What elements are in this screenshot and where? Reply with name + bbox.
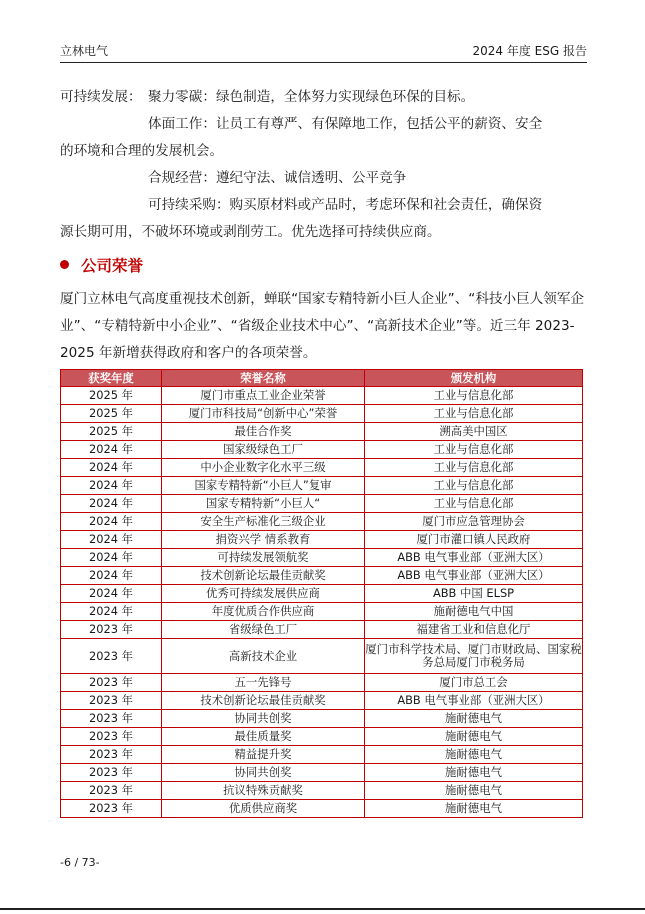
honor-cell: 国家级绿色工厂 — [162, 441, 365, 459]
honor-cell: 中小企业数字化水平三级 — [162, 459, 365, 477]
column-header-honor: 荣誉名称 — [162, 370, 365, 387]
issuer-cell: ABB 中国 ELSP — [365, 585, 583, 603]
issuer-cell: 施耐德电气 — [365, 710, 583, 728]
honor-cell: 协同共创奖 — [162, 764, 365, 782]
section-heading — [60, 254, 143, 276]
page-header — [60, 40, 587, 63]
honor-cell: 技术创新论坛最佳贡献奖 — [162, 567, 365, 585]
year-cell: 2024 年 — [61, 513, 162, 531]
honor-cell: 五一先锋号 — [162, 674, 365, 692]
issuer-cell: 工业与信息化部 — [365, 459, 583, 477]
table-row — [61, 585, 583, 603]
honor-cell: 厦门市科技局“创新中心”荣誉 — [162, 405, 365, 423]
year-cell: 2023 年 — [61, 800, 162, 818]
table-row — [61, 728, 583, 746]
honor-cell: 年度优质合作供应商 — [162, 603, 365, 621]
year-cell: 2023 年 — [61, 764, 162, 782]
table-row — [61, 549, 583, 567]
issuer-cell: 施耐德电气 — [365, 746, 583, 764]
page-number: -6 / 73- — [60, 856, 100, 869]
intro-paragraph: 厦门立林电气高度重视技术创新，蝉联“国家专精特新小巨人企业”、“科技小巨人领军企业”、“专精特新中小企业”、“省级企业技术中心”、“高新技术企业”等。近三年 2023-2025 年新增获得政府和客户的各项荣誉。 — [60, 291, 585, 361]
table-row — [61, 441, 583, 459]
table-row — [61, 639, 583, 674]
issuer-cell: 工业与信息化部 — [365, 477, 583, 495]
honor-cell: 最佳质量奖 — [162, 728, 365, 746]
issuer-cell: 施耐德电气 — [365, 728, 583, 746]
sustainability-text: 聚力零碳：绿色制造，全体努力实现绿色环保的目标。 — [148, 89, 475, 105]
year-cell: 2024 年 — [61, 495, 162, 513]
honors-table — [60, 369, 583, 818]
issuer-cell: ABB 电气事业部（亚洲大区） — [365, 692, 583, 710]
table-row — [61, 782, 583, 800]
table-header-row — [61, 370, 583, 387]
honor-cell: 最佳合作奖 — [162, 423, 365, 441]
table-row — [61, 621, 583, 639]
table-row — [61, 405, 583, 423]
table-row — [61, 459, 583, 477]
honor-cell: 优质供应商奖 — [162, 800, 365, 818]
table-row — [61, 710, 583, 728]
honor-cell: 技术创新论坛最佳贡献奖 — [162, 692, 365, 710]
sustainability-continuation — [60, 219, 590, 246]
table-row — [61, 495, 583, 513]
sustainability-label: 可持续发展： — [60, 89, 142, 105]
sustainability-block — [60, 84, 590, 246]
year-cell: 2023 年 — [61, 728, 162, 746]
sustainability-item — [60, 192, 590, 219]
sustainability-item — [60, 111, 590, 138]
issuer-cell: 工业与信息化部 — [365, 405, 583, 423]
table-row — [61, 692, 583, 710]
honor-cell: 优秀可持续发展供应商 — [162, 585, 365, 603]
sustainability-text: 合规经营：遵纪守法、诚信透明、公平竞争 — [148, 170, 407, 186]
honor-cell: 可持续发展领航奖 — [162, 549, 365, 567]
issuer-cell: 施耐德电气中国 — [365, 603, 583, 621]
issuer-cell: 福建省工业和信息化厅 — [365, 621, 583, 639]
table-row — [61, 603, 583, 621]
year-cell: 2025 年 — [61, 387, 162, 405]
sustainability-text: 的环境和合理的发展机会。 — [60, 143, 224, 159]
table-row — [61, 423, 583, 441]
year-cell: 2023 年 — [61, 639, 162, 674]
table-row — [61, 531, 583, 549]
column-header-issuer: 颁发机构 — [365, 370, 583, 387]
honor-cell: 抗议特殊贡献奖 — [162, 782, 365, 800]
issuer-cell: ABB 电气事业部（亚洲大区） — [365, 549, 583, 567]
issuer-cell: 工业与信息化部 — [365, 441, 583, 459]
year-cell: 2024 年 — [61, 567, 162, 585]
sustainability-text: 体面工作：让员工有尊严、有保障地工作，包括公平的薪资、安全 — [148, 116, 543, 132]
table-row — [61, 567, 583, 585]
year-cell: 2024 年 — [61, 477, 162, 495]
footer-divider — [0, 908, 645, 910]
year-cell: 2025 年 — [61, 423, 162, 441]
year-cell: 2024 年 — [61, 441, 162, 459]
year-cell: 2024 年 — [61, 531, 162, 549]
sustainability-text: 源长期可用，不破坏环境或剥削劳工。优先选择可持续供应商。 — [60, 224, 441, 240]
table-row — [61, 387, 583, 405]
year-cell: 2025 年 — [61, 405, 162, 423]
sustainability-item — [60, 84, 590, 111]
honor-cell: 精益提升奖 — [162, 746, 365, 764]
table-row — [61, 764, 583, 782]
table-row — [61, 746, 583, 764]
year-cell: 2023 年 — [61, 621, 162, 639]
year-cell: 2024 年 — [61, 585, 162, 603]
year-cell: 2023 年 — [61, 710, 162, 728]
table-row — [61, 477, 583, 495]
issuer-cell: 厦门市应急管理协会 — [365, 513, 583, 531]
year-cell: 2024 年 — [61, 459, 162, 477]
honor-cell: 捐资兴学 情系教育 — [162, 531, 365, 549]
year-cell: 2023 年 — [61, 746, 162, 764]
honor-cell: 协同共创奖 — [162, 710, 365, 728]
sustainability-continuation — [60, 138, 590, 165]
table-row — [61, 800, 583, 818]
issuer-cell: 溯高美中国区 — [365, 423, 583, 441]
honor-cell: 安全生产标准化三级企业 — [162, 513, 365, 531]
issuer-cell: 施耐德电气 — [365, 800, 583, 818]
honor-cell: 国家专精特新“小巨人”复审 — [162, 477, 365, 495]
year-cell: 2024 年 — [61, 549, 162, 567]
year-cell: 2024 年 — [61, 603, 162, 621]
sustainability-item — [60, 165, 590, 192]
sustainability-text: 可持续采购：购买原材料或产品时，考虑环保和社会责任，确保资 — [148, 197, 543, 213]
year-cell: 2023 年 — [61, 692, 162, 710]
issuer-cell: ABB 电气事业部（亚洲大区） — [365, 567, 583, 585]
year-cell: 2023 年 — [61, 674, 162, 692]
issuer-cell: 厦门市科学技术局、厦门市财政局、国家税务总局厦门市税务局 — [365, 639, 583, 674]
bullet-icon — [60, 260, 69, 269]
section-title-text: 公司荣誉 — [81, 257, 144, 275]
issuer-cell: 工业与信息化部 — [365, 387, 583, 405]
year-cell: 2023 年 — [61, 782, 162, 800]
issuer-cell: 厦门市灌口镇人民政府 — [365, 531, 583, 549]
honor-cell: 厦门市重点工业企业荣誉 — [162, 387, 365, 405]
issuer-cell: 施耐德电气 — [365, 764, 583, 782]
honor-cell: 高新技术企业 — [162, 639, 365, 674]
table-row — [61, 674, 583, 692]
issuer-cell: 工业与信息化部 — [365, 495, 583, 513]
honor-cell: 国家专精特新“小巨人“ — [162, 495, 365, 513]
honor-cell: 省级绿色工厂 — [162, 621, 365, 639]
report-title: 2024 年度 ESG 报告 — [472, 44, 587, 58]
issuer-cell: 厦门市总工会 — [365, 674, 583, 692]
column-header-year: 获奖年度 — [61, 370, 162, 387]
company-name: 立林电气 — [60, 44, 109, 58]
issuer-cell: 施耐德电气 — [365, 782, 583, 800]
table-row — [61, 513, 583, 531]
